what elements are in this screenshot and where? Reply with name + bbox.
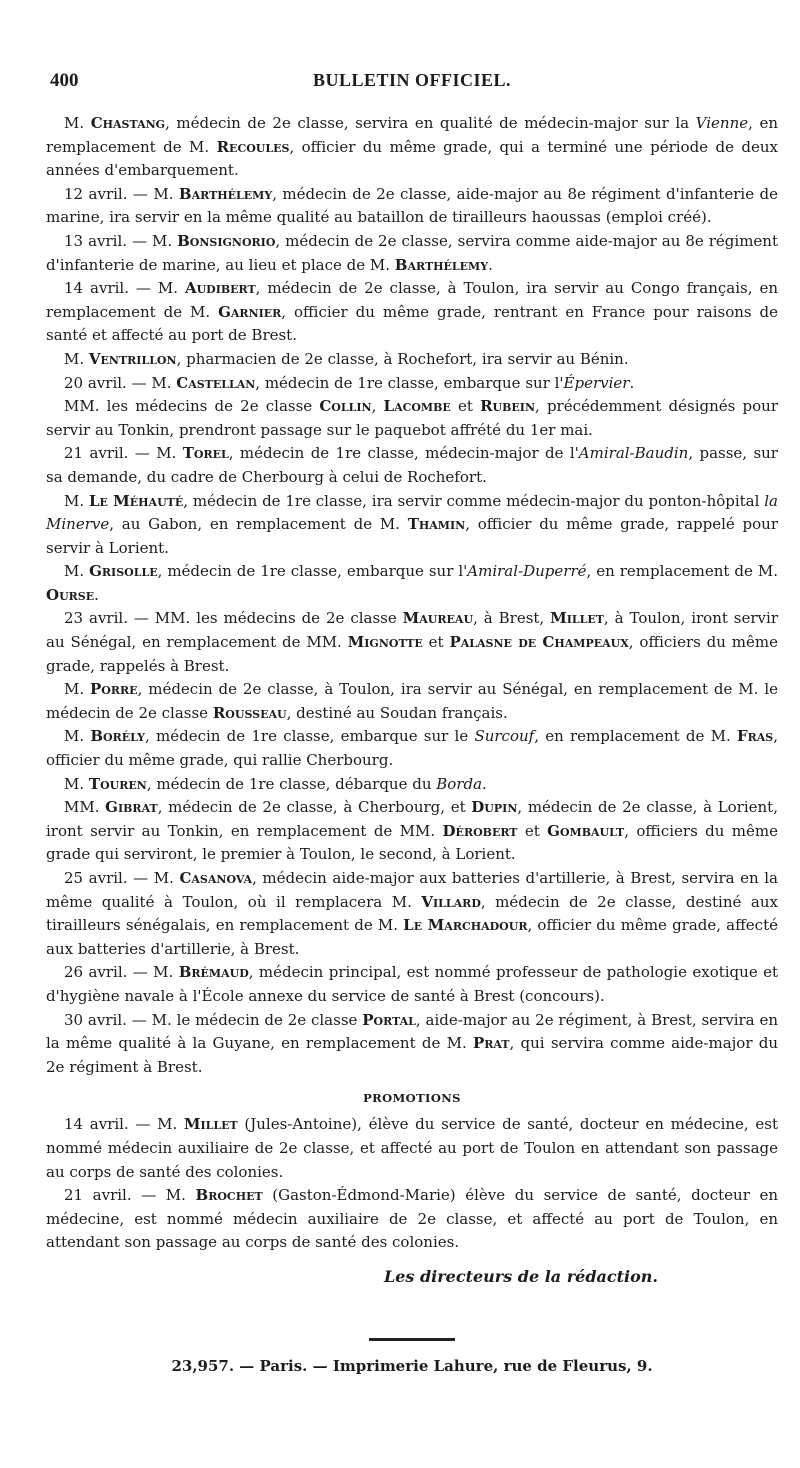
person-name: Le Marchadour (403, 916, 528, 935)
ship-name: Amiral-Duperré (467, 562, 587, 581)
person-name: Brochet (195, 1186, 263, 1205)
person-name: Lacombe (383, 397, 451, 416)
person-name: Mignotte (347, 633, 423, 652)
footer-rule (369, 1338, 455, 1341)
text-run: 14 avril. — M. (64, 279, 185, 298)
paragraph (46, 867, 778, 961)
text-run: M. (64, 727, 91, 746)
text-run: , officier du même grade, qui rallie Cherbourg. (46, 727, 778, 770)
text-run: , à Brest, (473, 609, 551, 628)
text-run: , en remplacement de M. (586, 562, 778, 581)
person-name: Millet (550, 609, 604, 628)
paragraph (46, 442, 778, 489)
text-run: , officier du même grade, rappelé pour servir à Lorient. (46, 515, 778, 557)
person-name: Collin (319, 397, 372, 416)
person-name: Barthélemy (394, 255, 489, 274)
person-name: Maureau (402, 609, 474, 628)
text-run: MM. (64, 798, 106, 817)
text-run: 20 avril. — M. (64, 373, 177, 392)
paragraph (46, 773, 778, 797)
text-run: , officier du même grade, affecté aux batteries d'artillerie, à Brest. (46, 916, 778, 958)
text-run: 12 avril. — M. (64, 184, 179, 203)
paragraph (46, 1113, 778, 1184)
person-name: Thamin (407, 515, 466, 534)
page-number: 400 (50, 70, 79, 91)
text-run: , médecin de 2e classe, à Lorient, iront servir au Tonkin, en remplacement de MM. (46, 798, 778, 840)
text-run: , officiers du même grade qui serviront, le premier à Toulon, le second, à Lorient. (46, 821, 778, 864)
paragraph (46, 112, 778, 183)
person-name: Torel (182, 444, 229, 463)
text-run: , qui servira comme aide-major du 2e régiment à Brest. (46, 1034, 778, 1076)
person-name: Brémaud (178, 963, 249, 982)
text-run: M. (64, 774, 89, 793)
person-name: Rousseau (212, 703, 287, 722)
text-run: MM. les médecins de 2e classe (64, 397, 320, 416)
printer-imprint: 23,957. — Paris. — Imprimerie Lahure, rue de Fleurus, 9. (171, 1356, 653, 1375)
text-run: 30 avril. — M. le médecin de 2e classe (64, 1010, 363, 1029)
person-name: Dupin (471, 798, 518, 817)
paragraph (46, 725, 778, 772)
text-run: , médecin de 2e classe, à Toulon, ira servir au Congo français, en remplacement de M. (46, 279, 778, 321)
ship-name: la Minerve (46, 491, 778, 534)
text-run: . (629, 373, 635, 392)
text-run: , médecin principal, est nommé professeur de pathologie exotique et d'hygiène navale à l'École annexe du service de santé à Brest (concours). (46, 963, 778, 1005)
person-name: Recoules (216, 137, 290, 156)
person-name: Porre (90, 680, 138, 699)
person-name: Ventrillon (88, 349, 177, 368)
text-run: . (488, 255, 493, 274)
signature: Les directeurs de la rédaction. (383, 1266, 658, 1286)
text-run: 14 avril. — M. (64, 1115, 184, 1134)
text-run: , médecin de 2e classe, servira en qualité de médecin-major sur la (165, 114, 696, 132)
text-run: , médecin de 1re classe, ira servir comme médecin-major du ponton-hôpital (183, 491, 765, 510)
person-name: Casanova (179, 869, 253, 887)
text-run: et (422, 633, 450, 652)
text-run: , aide-major au 2e régiment, à Brest, servira en la même qualité à la Guyane, en remplacement de M. (46, 1010, 778, 1053)
promotions-heading: PROMOTIONS (363, 1091, 461, 1106)
page-header (46, 70, 778, 100)
paragraph (46, 560, 778, 607)
ship-name: Surcouf (474, 727, 535, 746)
text-run: (Gaston-Édmond-Marie) élève du service de santé, docteur en médecine, est nommé médecin auxiliaire de 2e classe, et affecté au port de Toulon, en attendant son passage au corps de santé des colonies. (46, 1186, 778, 1252)
person-name: Villard (421, 892, 481, 911)
text-run: . (94, 585, 99, 604)
text-run: , médecin de 1re classe, médecin-major de l' (228, 444, 579, 463)
paragraph (46, 395, 778, 442)
promotions-body (46, 1113, 778, 1255)
person-name: Borély (90, 727, 146, 746)
text-run: 13 avril. — M. (64, 231, 178, 250)
text-run: , passe, sur sa demande, du cadre de Cherbourg à celui de Rochefort. (46, 444, 778, 486)
person-name: Palasne de Champeaux (449, 633, 629, 652)
person-name: Touren (88, 774, 147, 793)
person-name: Le Méhauté (88, 491, 184, 510)
text-run: M. (64, 349, 89, 368)
text-run: , médecin de 2e classe, servira comme aide-major au 8e régiment d'infanterie de marine, au lieu et place de M. (46, 231, 778, 274)
text-run: , médecin de 2e classe, aide-major au 8e régiment d'infanterie de marine, ira servir en la même qualité au bataillon de tirailleurs haoussas (emploi créé). (46, 184, 778, 227)
text-run: 26 avril. — M. (64, 963, 179, 982)
text-run: , médecin aide-major aux batteries d'artillerie, à Brest, servira en la même qualité à Toulon, où il remplacera M. (46, 869, 778, 911)
running-title: BULLETIN OFFICIEL. (312, 70, 512, 90)
text-run: , médecin de 2e classe, destiné aux tirailleurs sénégalais, en remplacement de M. (46, 892, 778, 935)
text-run: 25 avril. — M. (64, 869, 180, 887)
text-run: , médecin de 2e classe, à Toulon, ira servir au Sénégal, en remplacement de M. le médecin de 2e classe (46, 680, 778, 722)
text-run: M. (64, 680, 91, 699)
person-name: Audibert (184, 279, 256, 298)
text-run: et (517, 821, 548, 840)
ship-name: Épervier (563, 373, 630, 392)
person-name: Dérobert (442, 821, 518, 840)
person-name: Prat (472, 1034, 510, 1053)
text-run: (Jules-Antoine), élève du service de santé, docteur en médecine, est nommé médecin auxiliaire de 2e classe, et affecté au port de Toulon en attendant son passage au corps de santé des colonies. (46, 1115, 778, 1181)
person-name: Castellan (176, 373, 256, 392)
paragraph (46, 277, 778, 348)
text-run: , en remplacement de M. (46, 114, 778, 156)
person-name: Bonsignorio (177, 231, 276, 250)
person-name: Chastang (90, 114, 166, 132)
text-run: , médecin de 1re classe, embarque sur le (145, 727, 475, 746)
person-name: Rubein (480, 397, 536, 416)
person-name: Ourse (46, 585, 95, 604)
ship-name: Vienne (695, 114, 749, 132)
text-run: , au Gabon, en remplacement de M. (109, 515, 408, 534)
text-run: , destiné au Soudan français. (286, 703, 508, 722)
person-name: Grisolle (89, 562, 158, 581)
text-run: . (482, 774, 487, 793)
person-name: Millet (183, 1115, 238, 1134)
paragraph (46, 348, 778, 372)
paragraph (46, 607, 778, 678)
text-run: , médecin de 1re classe, embarque sur l' (255, 373, 564, 392)
text-run: , officier du même grade, rentrant en France pour raisons de santé et affecté au port de Brest. (46, 302, 778, 345)
person-name: Gibrat (105, 798, 158, 817)
ship-name: Borda (436, 774, 483, 793)
text-run: , officiers du même grade, rappelés à Brest. (46, 633, 778, 675)
document-body (46, 112, 778, 1079)
paragraph (46, 961, 778, 1008)
text-run: M. (64, 491, 89, 510)
paragraph (46, 230, 778, 277)
paragraph (46, 796, 778, 867)
text-run: 21 avril. — M. (64, 1186, 196, 1205)
person-name: Portal (362, 1010, 416, 1029)
person-name: Garnier (218, 302, 282, 321)
paragraph (46, 183, 778, 230)
paragraph (46, 1184, 778, 1255)
paragraph (46, 490, 778, 561)
text-run: , médecin de 1re classe, embarque sur l' (157, 562, 468, 581)
text-run: M. (64, 114, 91, 132)
person-name: Fras (736, 727, 774, 746)
text-run: , pharmacien de 2e classe, à Rochefort, ira servir au Bénin. (176, 349, 629, 368)
text-run: , médecin de 2e classe, à Cherbourg, et (157, 798, 472, 817)
person-name: Gombault (547, 821, 625, 840)
person-name: Barthélemy (178, 184, 273, 203)
text-run: , en remplacement de M. (534, 727, 737, 746)
text-run: M. (64, 562, 90, 581)
paragraph (46, 678, 778, 725)
ship-name: Amiral-Baudin (578, 444, 689, 463)
text-run: 21 avril. — M. (64, 444, 183, 463)
text-run: et (450, 397, 481, 416)
text-run: , (371, 397, 384, 416)
text-run: 23 avril. — MM. les médecins de 2e classe (64, 609, 403, 628)
text-run: , précédemment désignés pour servir au Tonkin, prendront passage sur le paquebot affrété du 1er mai. (46, 397, 778, 439)
text-run: , à Toulon, iront servir au Sénégal, en remplacement de MM. (46, 609, 778, 652)
text-run: , médecin de 1re classe, débarque du (146, 774, 437, 793)
text-run: , officier du même grade, qui a terminé une période de deux années d'embarquement. (46, 137, 778, 180)
paragraph (46, 372, 778, 396)
paragraph (46, 1009, 778, 1080)
